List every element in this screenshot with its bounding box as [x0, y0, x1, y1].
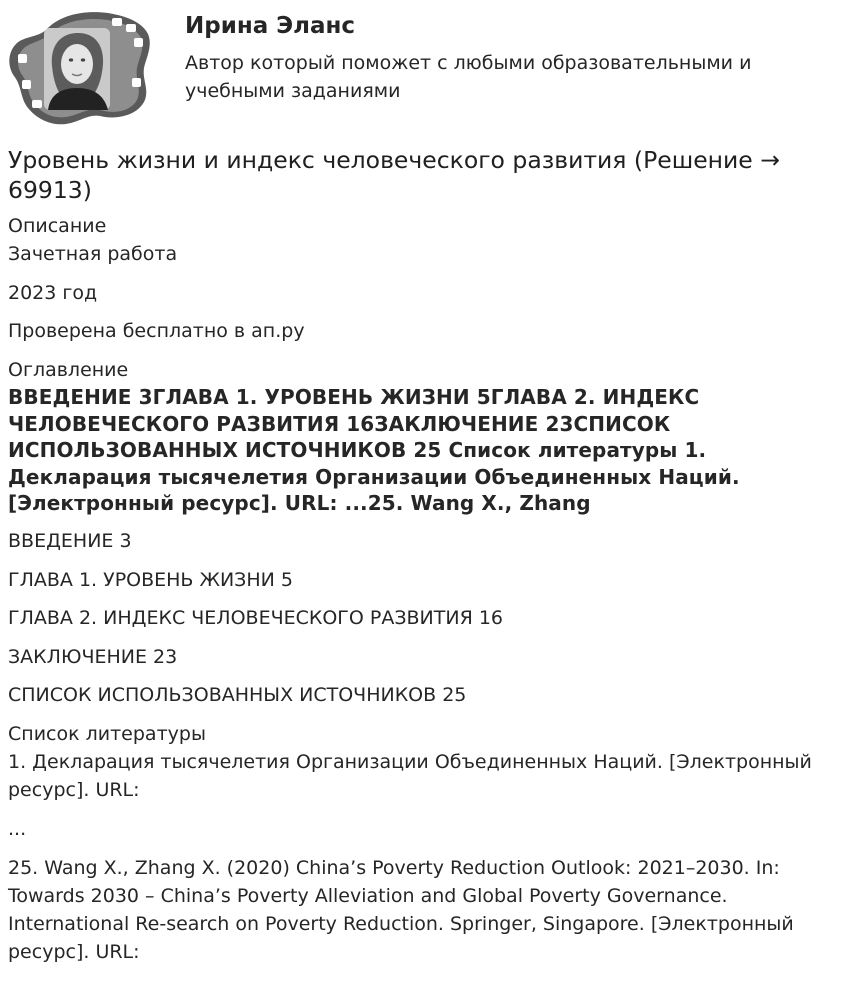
- page-title: Уровень жизни и индекс человеческого развития (Решение → 69913): [8, 146, 780, 204]
- verified-note: Проверена бесплатно в ап.ру: [8, 320, 305, 342]
- reference-item: 25. Wang X., Zhang X. (2020) China’s Poverty Reduction Outlook: 2021–2030. In: Towards 2030 – China’s Poverty Alleviation and Global Poverty Governance. International Re-search on Poverty Reduction. Springer, Singapore. [Электронный ресурс]. URL:: [8, 856, 794, 963]
- work-content: [8, 145, 838, 966]
- toc-heading: Оглавление: [8, 359, 129, 381]
- author-card: [8, 8, 838, 128]
- toc-summary: ВВЕДЕНИЕ 3ГЛАВА 1. УРОВЕНЬ ЖИЗНИ 5ГЛАВА 2. ИНДЕКС ЧЕЛОВЕЧЕСКОГО РАЗВИТИЯ 16ЗАКЛЮЧЕНИЕ 23СПИСОК ИСПОЛЬЗОВАННЫХ ИСТОЧНИКОВ 25 Список литературы 1. Декларация тысячелетия Организации Объединенных Наций. [Электронный ресурс]. URL: ...25. Wang X., Zhang: [8, 385, 740, 515]
- references-heading: Список литературы: [8, 722, 206, 745]
- toc-item: СПИСОК ИСПОЛЬЗОВАННЫХ ИСТОЧНИКОВ 25: [8, 683, 467, 706]
- toc-item: ГЛАВА 1. УРОВЕНЬ ЖИЗНИ 5: [8, 568, 293, 591]
- work-type: Зачетная работа: [8, 243, 178, 265]
- toc-item: ЗАКЛЮЧЕНИЕ 23: [8, 645, 178, 668]
- author-avatar[interactable]: [8, 8, 150, 126]
- description-heading: Описание: [8, 215, 107, 237]
- author-name[interactable]: Ирина Эланс: [185, 13, 356, 39]
- reference-ellipsis: ...: [8, 817, 27, 840]
- work-year: 2023 год: [8, 282, 98, 304]
- reference-item: 1. Декларация тысячелетия Организации Объединенных Наций. [Электронный ресурс]. URL:: [8, 750, 812, 801]
- toc-item: ГЛАВА 2. ИНДЕКС ЧЕЛОВЕЧЕСКОГО РАЗВИТИЯ 16: [8, 606, 504, 629]
- author-description: Автор который поможет с любыми образовательными и учебными заданиями: [185, 52, 752, 102]
- toc-item: ВВЕДЕНИЕ 3: [8, 529, 132, 552]
